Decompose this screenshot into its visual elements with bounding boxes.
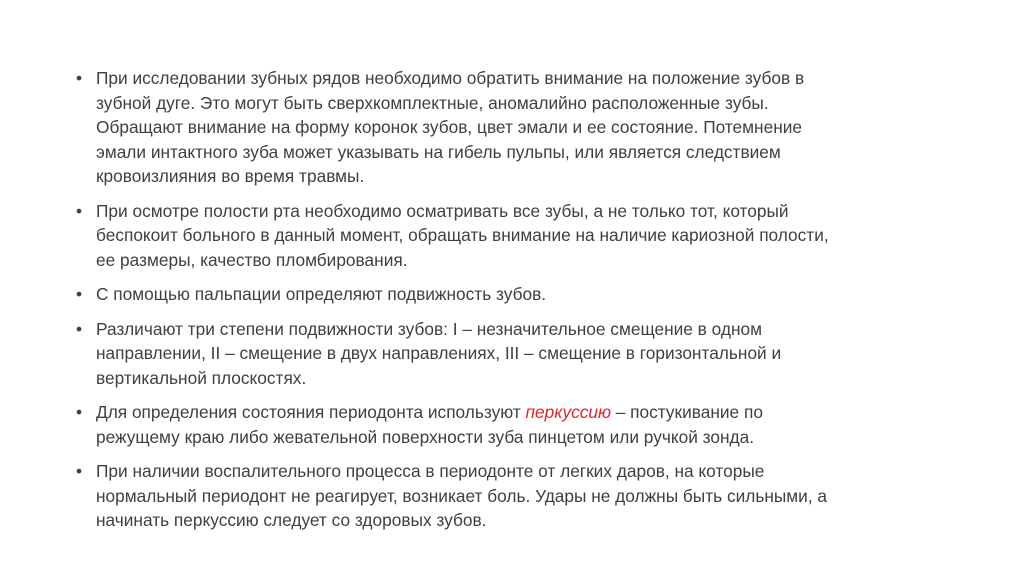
bullet-1-line-4: эмали интактного зуба может указывать на гибель пульпы, или является следствием: [96, 141, 781, 162]
bullet-1-line-1: При исследовании зубных рядов необходимо обратить внимание на положение зубов в: [96, 68, 805, 88]
bullet-2-line-3: ее размеры, качество пломбирования.: [96, 249, 408, 270]
bullet-1-line-2: зубной дуге. Это могут быть сверхкомплектные, аномалийно расположенные зубы.: [96, 92, 769, 113]
bullet-5-line-1: [96, 400, 956, 425]
bullet-marker: •: [76, 402, 83, 422]
bullet-item-4: [76, 317, 956, 391]
bullet-4-line-2: направлении, II – смещение в двух направлениях, III – смещение в горизонтальной и: [96, 343, 782, 363]
bullet-marker: •: [76, 284, 83, 304]
bullet-5-text-after: – постукивание по: [610, 402, 763, 422]
bullet-2-line-2: беспокоит больного в данный момент, обращать внимание на наличие кариозной полости,: [96, 225, 829, 245]
bullet-1-line-5: кровоизлияния во время травмы.: [96, 166, 365, 186]
bullet-marker: •: [76, 318, 83, 339]
bullet-item-6: [76, 459, 956, 533]
bullet-6-line-1: При наличии воспалительного процесса в периодонте от легких даров, на которые: [96, 461, 765, 481]
bullet-item-3: [76, 282, 956, 307]
bullet-marker: •: [76, 68, 83, 88]
bullet-4-line-3: вертикальной плоскостях.: [96, 367, 307, 388]
bullet-6-line-3: начинать перкуссию следует со здоровых зубов.: [96, 510, 487, 530]
bullet-5-line-2: режущему краю либо жевательной поверхности зуба пинцетом или ручкой зонда.: [96, 426, 755, 447]
bullet-marker: •: [76, 200, 83, 221]
bullet-item-1: [76, 66, 956, 189]
bullet-1-line-3: Обращают внимание на форму коронок зубов, цвет эмали и ее состояние. Потемнение: [96, 117, 803, 137]
bullet-marker: •: [76, 461, 83, 481]
bullet-5-text-before: Для определения состояния периодонта используют: [96, 402, 526, 422]
bullet-6-line-2: нормальный периодонт не реагирует, возникает боль. Удары не должны быть сильными, а: [96, 485, 828, 506]
bullet-3-line-1: С помощью пальпации определяют подвижность зубов.: [96, 284, 547, 304]
bullet-list: [76, 66, 956, 543]
bullet-2-line-1: При осмотре полости рта необходимо осматривать все зубы, а не только тот, который: [96, 200, 789, 221]
bullet-4-line-1: Различают три степени подвижности зубов: I – незначительное смещение в одном: [96, 318, 763, 339]
bullet-item-5: [76, 400, 956, 449]
percussion-highlight: перкуссию: [525, 402, 611, 422]
bullet-item-2: [76, 199, 956, 273]
